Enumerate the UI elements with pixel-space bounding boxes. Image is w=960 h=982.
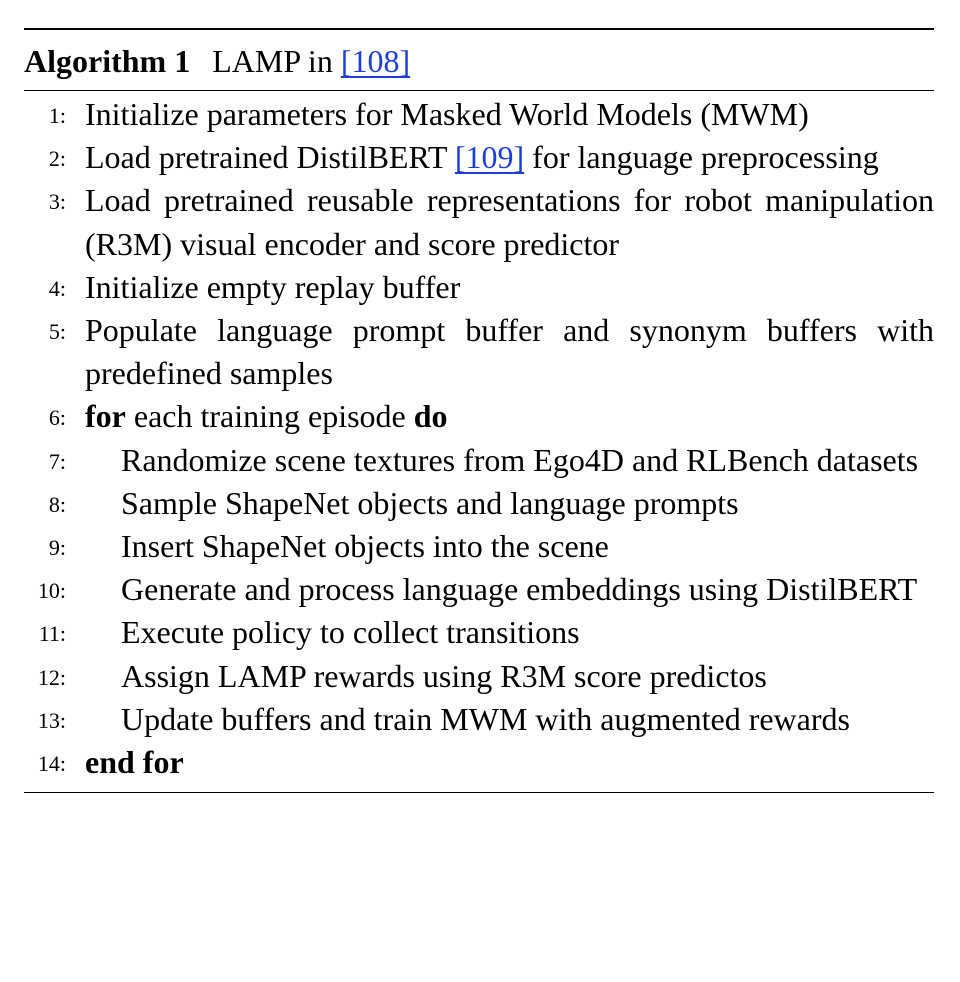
line-text: Sample ShapeNet objects and language prompts (121, 484, 739, 521)
line-number: 5: (48, 319, 66, 345)
line-number: 1: (48, 103, 66, 128)
line-text: Initialize empty replay buffer (85, 268, 461, 305)
line-text: Load pretrained reusable representations for robot manipulation (R3M) visual encoder and score predictor (85, 182, 934, 262)
algorithm-line (24, 611, 934, 654)
algorithm-line (24, 395, 934, 438)
line-text: Randomize scene textures from Ego4D and RLBench datasets (121, 441, 919, 478)
line-number: 3: (48, 189, 66, 215)
line-text: Execute policy to collect transitions (121, 614, 580, 651)
citation-link-109[interactable]: [109] (454, 139, 525, 176)
algorithm-line (24, 741, 934, 784)
algorithm-line (24, 309, 934, 395)
algorithm-line (24, 136, 934, 179)
algorithm-line (24, 266, 934, 309)
line-number: 11: (38, 621, 66, 647)
line-number: 6: (48, 405, 66, 431)
algorithm-lines (24, 91, 934, 784)
algorithm-line (24, 698, 934, 741)
algorithm-line (24, 482, 934, 525)
algorithm-line (24, 93, 934, 136)
line-text-part: Load pretrained DistilBERT (85, 139, 447, 176)
algorithm-line (24, 568, 934, 611)
line-number: 7: (48, 448, 66, 474)
line-text: Insert ShapeNet objects into the scene (121, 528, 609, 565)
algorithm-block (24, 28, 934, 793)
bottom-rule (24, 792, 934, 793)
algorithm-label: Algorithm 1 (24, 43, 191, 79)
algorithm-line (24, 439, 934, 482)
line-text: Populate language prompt buffer and synonym buffers with predefined samples (85, 312, 934, 392)
algorithm-line (24, 655, 934, 698)
line-text (85, 136, 934, 179)
algorithm-caption (24, 30, 934, 90)
keyword-for: for (85, 398, 126, 435)
algorithm-line (24, 525, 934, 568)
line-text: Generate and process language embeddings using DistilBERT (121, 571, 918, 608)
line-text-part: for language preprocessing (532, 139, 879, 176)
line-text: Assign LAMP rewards using R3M score predictos (121, 657, 767, 694)
line-number: 13: (37, 707, 66, 733)
line-text: Initialize parameters for Masked World Models (MWM) (85, 96, 809, 132)
keyword-do: do (413, 398, 448, 435)
line-number: 10: (37, 578, 66, 604)
keyword-end-for: end for (85, 744, 184, 781)
line-number: 9: (48, 535, 66, 561)
line-number: 12: (37, 664, 66, 690)
algorithm-title: LAMP in (212, 43, 333, 79)
line-number: 4: (48, 275, 66, 301)
line-number: 8: (48, 491, 66, 517)
algorithm-line (24, 179, 934, 265)
line-number: 14: (37, 751, 66, 777)
line-text: Update buffers and train MWM with augmented rewards (121, 700, 850, 737)
line-text-part: each training episode (133, 398, 406, 435)
line-text (85, 395, 934, 438)
citation-link-108[interactable]: [108] (340, 43, 411, 79)
line-number: 2: (48, 146, 66, 172)
